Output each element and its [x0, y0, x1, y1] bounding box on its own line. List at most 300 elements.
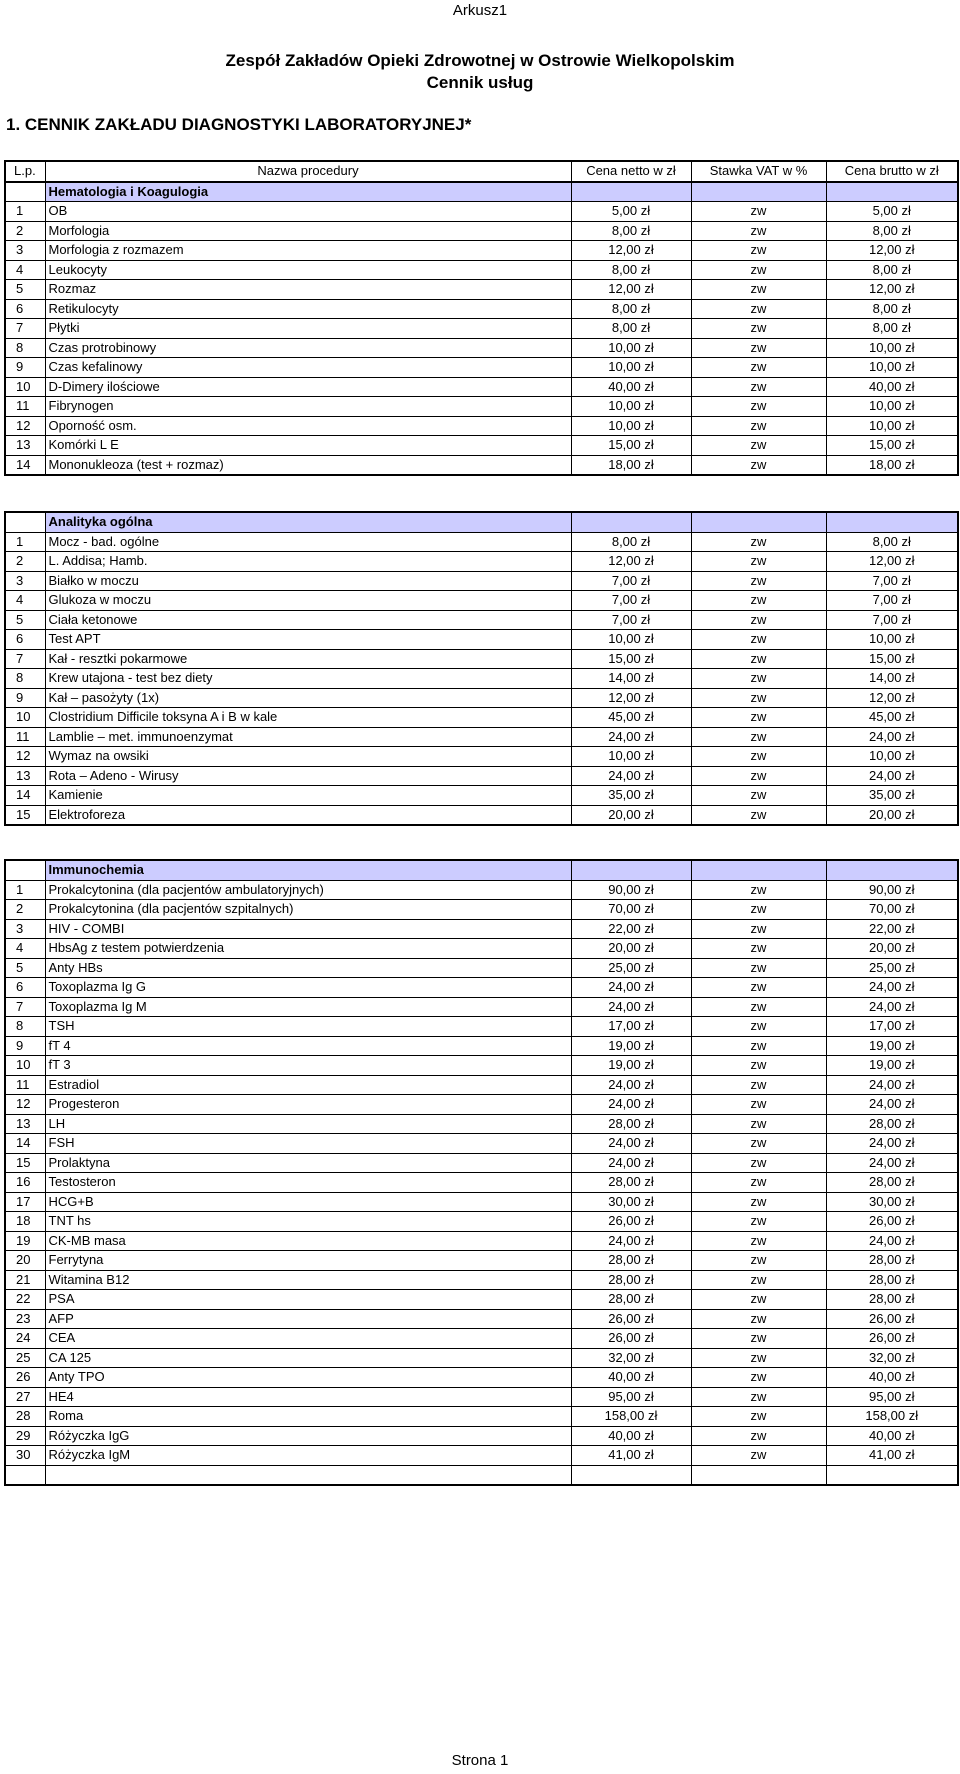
document-title: Zespół Zakładów Opieki Zdrowotnej w Ostrowie Wielkopolskim — [225, 51, 735, 70]
procedure-name: Ferrytyna — [45, 1251, 571, 1271]
procedure-name: Krew utajona - test bez diety — [45, 669, 571, 689]
gross-price: 7,00 zł — [826, 571, 958, 591]
net-price: 24,00 zł — [571, 727, 691, 747]
row-number: 12 — [5, 1095, 45, 1115]
category-net-cell — [571, 182, 691, 202]
procedure-name: HE4 — [45, 1387, 571, 1407]
row-number: 4 — [5, 591, 45, 611]
table-row — [5, 221, 958, 241]
gross-price: 24,00 zł — [826, 1075, 958, 1095]
row-number: 4 — [5, 260, 45, 280]
net-price: 41,00 zł — [571, 1446, 691, 1466]
category-name: Analityka ogólna — [45, 512, 571, 532]
net-price: 15,00 zł — [571, 436, 691, 456]
net-price: 10,00 zł — [571, 358, 691, 378]
net-price: 35,00 zł — [571, 786, 691, 806]
vat-rate: zw — [691, 1290, 826, 1310]
net-price: 28,00 zł — [571, 1270, 691, 1290]
row-number: 2 — [5, 900, 45, 920]
row-number: 24 — [5, 1329, 45, 1349]
table-row — [5, 1056, 958, 1076]
empty-cell — [5, 1465, 45, 1485]
row-number: 28 — [5, 1407, 45, 1427]
procedure-name: fT 3 — [45, 1056, 571, 1076]
procedure-name: Test APT — [45, 630, 571, 650]
category-lp-cell — [5, 182, 45, 202]
table-row — [5, 299, 958, 319]
net-price: 20,00 zł — [571, 939, 691, 959]
net-price: 19,00 zł — [571, 1056, 691, 1076]
table-row — [5, 900, 958, 920]
net-price: 12,00 zł — [571, 688, 691, 708]
row-number: 10 — [5, 1056, 45, 1076]
vat-rate: zw — [691, 591, 826, 611]
gross-price: 22,00 zł — [826, 919, 958, 939]
procedure-name: TSH — [45, 1017, 571, 1037]
procedure-name: Morfologia z rozmazem — [45, 241, 571, 261]
table-row — [5, 610, 958, 630]
table-row — [5, 978, 958, 998]
row-number: 27 — [5, 1387, 45, 1407]
net-price: 28,00 zł — [571, 1173, 691, 1193]
gross-price: 24,00 zł — [826, 978, 958, 998]
vat-rate: zw — [691, 997, 826, 1017]
procedure-name: Retikulocyty — [45, 299, 571, 319]
row-number: 8 — [5, 1017, 45, 1037]
net-price: 158,00 zł — [571, 1407, 691, 1427]
net-price: 8,00 zł — [571, 260, 691, 280]
procedure-name: Rota – Adeno - Wirusy — [45, 766, 571, 786]
net-price: 12,00 zł — [571, 241, 691, 261]
vat-rate: zw — [691, 377, 826, 397]
vat-rate: zw — [691, 900, 826, 920]
empty-cell — [691, 1465, 826, 1485]
row-number: 1 — [5, 532, 45, 552]
net-price: 90,00 zł — [571, 880, 691, 900]
net-price: 14,00 zł — [571, 669, 691, 689]
vat-rate: zw — [691, 241, 826, 261]
net-price: 8,00 zł — [571, 221, 691, 241]
net-price: 40,00 zł — [571, 377, 691, 397]
procedure-name: Płytki — [45, 319, 571, 339]
table-row — [5, 416, 958, 436]
net-price: 32,00 zł — [571, 1348, 691, 1368]
row-number: 6 — [5, 978, 45, 998]
header-net: Cena netto w zł — [571, 161, 691, 182]
gross-price: 15,00 zł — [826, 436, 958, 456]
vat-rate: zw — [691, 1192, 826, 1212]
vat-rate: zw — [691, 1251, 826, 1271]
category-name: Hematologia i Koagulogia — [45, 182, 571, 202]
vat-rate: zw — [691, 1387, 826, 1407]
gross-price: 95,00 zł — [826, 1387, 958, 1407]
table-row — [5, 1114, 958, 1134]
procedure-name: FSH — [45, 1134, 571, 1154]
table-row — [5, 997, 958, 1017]
vat-rate: zw — [691, 455, 826, 475]
table-row — [5, 455, 958, 475]
procedure-name: Czas protrobinowy — [45, 338, 571, 358]
document-subtitle: Cennik usług — [426, 73, 534, 92]
table-row — [5, 1446, 958, 1466]
vat-rate: zw — [691, 1134, 826, 1154]
vat-rate: zw — [691, 805, 826, 825]
row-number: 2 — [5, 552, 45, 572]
category-vat-cell — [691, 182, 826, 202]
table-row — [5, 1017, 958, 1037]
row-number: 5 — [5, 280, 45, 300]
procedure-name: Kał – pasożyty (1x) — [45, 688, 571, 708]
net-price: 7,00 zł — [571, 610, 691, 630]
gross-price: 32,00 zł — [826, 1348, 958, 1368]
gross-price: 90,00 zł — [826, 880, 958, 900]
procedure-name: Mocz - bad. ogólne — [45, 532, 571, 552]
net-price: 24,00 zł — [571, 1153, 691, 1173]
category-row — [5, 182, 958, 202]
procedure-name: LH — [45, 1114, 571, 1134]
table-row — [5, 397, 958, 417]
header-lp: L.p. — [5, 161, 45, 182]
gross-price: 24,00 zł — [826, 997, 958, 1017]
vat-rate: zw — [691, 610, 826, 630]
gross-price: 24,00 zł — [826, 1153, 958, 1173]
row-number: 20 — [5, 1251, 45, 1271]
vat-rate: zw — [691, 260, 826, 280]
table-row — [5, 1075, 958, 1095]
table-row — [5, 669, 958, 689]
gross-price: 20,00 zł — [826, 805, 958, 825]
procedure-name: Różyczka IgG — [45, 1426, 571, 1446]
net-price: 10,00 zł — [571, 630, 691, 650]
procedure-name: Białko w moczu — [45, 571, 571, 591]
procedure-name: Fibrynogen — [45, 397, 571, 417]
procedure-name: Kamienie — [45, 786, 571, 806]
row-number: 15 — [5, 805, 45, 825]
table-row — [5, 786, 958, 806]
net-price: 8,00 zł — [571, 319, 691, 339]
table-row — [5, 1407, 958, 1427]
vat-rate: zw — [691, 1426, 826, 1446]
procedure-name: TNT hs — [45, 1212, 571, 1232]
table-row — [5, 377, 958, 397]
table-row — [5, 727, 958, 747]
row-number: 3 — [5, 919, 45, 939]
row-number: 17 — [5, 1192, 45, 1212]
procedure-name: AFP — [45, 1309, 571, 1329]
row-number: 5 — [5, 610, 45, 630]
category-vat-cell — [691, 860, 826, 880]
row-number: 26 — [5, 1368, 45, 1388]
gross-price: 17,00 zł — [826, 1017, 958, 1037]
row-number: 13 — [5, 436, 45, 456]
procedure-name: Kał - resztki pokarmowe — [45, 649, 571, 669]
gross-price: 8,00 zł — [826, 260, 958, 280]
gross-price: 10,00 zł — [826, 338, 958, 358]
procedure-name: Prokalcytonina (dla pacjentów szpitalnych) — [45, 900, 571, 920]
procedure-name: HCG+B — [45, 1192, 571, 1212]
row-number: 9 — [5, 358, 45, 378]
net-price: 40,00 zł — [571, 1426, 691, 1446]
row-number: 16 — [5, 1173, 45, 1193]
vat-rate: zw — [691, 1309, 826, 1329]
table-row — [5, 708, 958, 728]
gross-price: 20,00 zł — [826, 939, 958, 959]
procedure-name: Mononukleoza (test + rozmaz) — [45, 455, 571, 475]
procedure-name: Glukoza w moczu — [45, 591, 571, 611]
row-number: 25 — [5, 1348, 45, 1368]
row-number: 7 — [5, 649, 45, 669]
table-row — [5, 591, 958, 611]
row-number: 2 — [5, 221, 45, 241]
net-price: 10,00 zł — [571, 397, 691, 417]
category-row — [5, 512, 958, 532]
net-price: 70,00 zł — [571, 900, 691, 920]
gross-price: 70,00 zł — [826, 900, 958, 920]
procedure-name: CEA — [45, 1329, 571, 1349]
vat-rate: zw — [691, 1368, 826, 1388]
gross-price: 24,00 zł — [826, 1134, 958, 1154]
table-row — [5, 280, 958, 300]
net-price: 12,00 zł — [571, 552, 691, 572]
procedure-name: Leukocyty — [45, 260, 571, 280]
header-gross: Cena brutto w zł — [826, 161, 958, 182]
gross-price: 45,00 zł — [826, 708, 958, 728]
vat-rate: zw — [691, 299, 826, 319]
table-row — [5, 1368, 958, 1388]
gross-price: 25,00 zł — [826, 958, 958, 978]
table-row — [5, 766, 958, 786]
net-price: 10,00 zł — [571, 338, 691, 358]
price-table-hematology — [4, 160, 959, 476]
net-price: 24,00 zł — [571, 1095, 691, 1115]
gross-price: 15,00 zł — [826, 649, 958, 669]
vat-rate: zw — [691, 1348, 826, 1368]
gross-price: 10,00 zł — [826, 747, 958, 767]
gross-price: 24,00 zł — [826, 766, 958, 786]
vat-rate: zw — [691, 978, 826, 998]
net-price: 24,00 zł — [571, 1075, 691, 1095]
gross-price: 10,00 zł — [826, 416, 958, 436]
row-number: 14 — [5, 455, 45, 475]
gross-price: 8,00 zł — [826, 319, 958, 339]
procedure-name: Prokalcytonina (dla pacjentów ambulatoryjnych) — [45, 880, 571, 900]
gross-price: 28,00 zł — [826, 1114, 958, 1134]
procedure-name: D-Dimery ilościowe — [45, 377, 571, 397]
table-row — [5, 1153, 958, 1173]
procedure-name: Progesteron — [45, 1095, 571, 1115]
table-row — [5, 1329, 958, 1349]
gross-price: 26,00 zł — [826, 1309, 958, 1329]
vat-rate: zw — [691, 727, 826, 747]
vat-rate: zw — [691, 280, 826, 300]
price-table-urinalysis — [4, 511, 959, 826]
table-row — [5, 1348, 958, 1368]
gross-price: 19,00 zł — [826, 1056, 958, 1076]
vat-rate: zw — [691, 221, 826, 241]
row-number: 3 — [5, 241, 45, 261]
procedure-name: Morfologia — [45, 221, 571, 241]
table-row — [5, 747, 958, 767]
net-price: 12,00 zł — [571, 280, 691, 300]
gross-price: 40,00 zł — [826, 1426, 958, 1446]
empty-cell — [45, 1465, 571, 1485]
net-price: 30,00 zł — [571, 1192, 691, 1212]
table-row — [5, 319, 958, 339]
net-price: 18,00 zł — [571, 455, 691, 475]
table-row — [5, 241, 958, 261]
procedure-name: Ciała ketonowe — [45, 610, 571, 630]
table-row — [5, 805, 958, 825]
net-price: 5,00 zł — [571, 202, 691, 222]
gross-price: 12,00 zł — [826, 280, 958, 300]
vat-rate: zw — [691, 1153, 826, 1173]
gross-price: 8,00 zł — [826, 299, 958, 319]
vat-rate: zw — [691, 552, 826, 572]
gross-price: 7,00 zł — [826, 591, 958, 611]
gross-price: 10,00 zł — [826, 630, 958, 650]
net-price: 28,00 zł — [571, 1251, 691, 1271]
gross-price: 40,00 zł — [826, 1368, 958, 1388]
gross-price: 24,00 zł — [826, 727, 958, 747]
row-number: 3 — [5, 571, 45, 591]
vat-rate: zw — [691, 532, 826, 552]
procedure-name: CA 125 — [45, 1348, 571, 1368]
table-row — [5, 630, 958, 650]
empty-row — [5, 1465, 958, 1485]
procedure-name: Toxoplazma Ig M — [45, 997, 571, 1017]
row-number: 11 — [5, 1075, 45, 1095]
net-price: 24,00 zł — [571, 978, 691, 998]
row-number: 10 — [5, 708, 45, 728]
net-price: 7,00 zł — [571, 571, 691, 591]
vat-rate: zw — [691, 1075, 826, 1095]
table-row — [5, 919, 958, 939]
table-row — [5, 880, 958, 900]
vat-rate: zw — [691, 1270, 826, 1290]
section-heading: 1. CENNIK ZAKŁADU DIAGNOSTYKI LABORATORYJNEJ* — [6, 115, 472, 134]
gross-price: 18,00 zł — [826, 455, 958, 475]
vat-rate: zw — [691, 1056, 826, 1076]
table-row — [5, 358, 958, 378]
procedure-name: Estradiol — [45, 1075, 571, 1095]
procedure-name: Wymaz na owsiki — [45, 747, 571, 767]
table-row — [5, 939, 958, 959]
vat-rate: zw — [691, 1095, 826, 1115]
category-vat-cell — [691, 512, 826, 532]
row-number: 9 — [5, 1036, 45, 1056]
net-price: 28,00 zł — [571, 1290, 691, 1310]
table-row — [5, 958, 958, 978]
procedure-name: CK-MB masa — [45, 1231, 571, 1251]
empty-cell — [571, 1465, 691, 1485]
table-row — [5, 1036, 958, 1056]
row-number: 12 — [5, 747, 45, 767]
net-price: 10,00 zł — [571, 747, 691, 767]
vat-rate: zw — [691, 319, 826, 339]
procedure-name: Różyczka IgM — [45, 1446, 571, 1466]
vat-rate: zw — [691, 766, 826, 786]
net-price: 26,00 zł — [571, 1212, 691, 1232]
row-number: 30 — [5, 1446, 45, 1466]
procedure-name: Toxoplazma Ig G — [45, 978, 571, 998]
gross-price: 28,00 zł — [826, 1270, 958, 1290]
vat-rate: zw — [691, 358, 826, 378]
row-number: 13 — [5, 766, 45, 786]
row-number: 29 — [5, 1426, 45, 1446]
row-number: 5 — [5, 958, 45, 978]
gross-price: 24,00 zł — [826, 1231, 958, 1251]
category-net-cell — [571, 860, 691, 880]
gross-price: 26,00 zł — [826, 1329, 958, 1349]
gross-price: 12,00 zł — [826, 688, 958, 708]
net-price: 20,00 zł — [571, 805, 691, 825]
vat-rate: zw — [691, 880, 826, 900]
row-number: 18 — [5, 1212, 45, 1232]
vat-rate: zw — [691, 1036, 826, 1056]
gross-price: 8,00 zł — [826, 532, 958, 552]
table-row — [5, 1192, 958, 1212]
table-row — [5, 260, 958, 280]
net-price: 24,00 zł — [571, 1134, 691, 1154]
table-row — [5, 1309, 958, 1329]
vat-rate: zw — [691, 939, 826, 959]
vat-rate: zw — [691, 747, 826, 767]
net-price: 24,00 zł — [571, 997, 691, 1017]
procedure-name: PSA — [45, 1290, 571, 1310]
row-number: 8 — [5, 338, 45, 358]
sheet-name: Arkusz1 — [452, 2, 508, 19]
row-number: 22 — [5, 1290, 45, 1310]
row-number: 11 — [5, 397, 45, 417]
row-number: 7 — [5, 319, 45, 339]
net-price: 15,00 zł — [571, 649, 691, 669]
row-number: 13 — [5, 1114, 45, 1134]
gross-price: 12,00 zł — [826, 552, 958, 572]
procedure-name: Oporność osm. — [45, 416, 571, 436]
procedure-name: Prolaktyna — [45, 1153, 571, 1173]
vat-rate: zw — [691, 919, 826, 939]
price-table-immunochemistry — [4, 859, 959, 1486]
net-price: 95,00 zł — [571, 1387, 691, 1407]
vat-rate: zw — [691, 1329, 826, 1349]
vat-rate: zw — [691, 1212, 826, 1232]
procedure-name: Komórki L E — [45, 436, 571, 456]
vat-rate: zw — [691, 1017, 826, 1037]
net-price: 40,00 zł — [571, 1368, 691, 1388]
row-number: 6 — [5, 630, 45, 650]
row-number: 23 — [5, 1309, 45, 1329]
gross-price: 158,00 zł — [826, 1407, 958, 1427]
vat-rate: zw — [691, 630, 826, 650]
table-row — [5, 571, 958, 591]
net-price: 26,00 zł — [571, 1309, 691, 1329]
table-row — [5, 688, 958, 708]
row-number: 1 — [5, 880, 45, 900]
net-price: 8,00 zł — [571, 532, 691, 552]
net-price: 25,00 zł — [571, 958, 691, 978]
row-number: 15 — [5, 1153, 45, 1173]
table-row — [5, 649, 958, 669]
procedure-name: Anty TPO — [45, 1368, 571, 1388]
row-number: 8 — [5, 669, 45, 689]
category-name: Immunochemia — [45, 860, 571, 880]
gross-price: 5,00 zł — [826, 202, 958, 222]
procedure-name: Testosteron — [45, 1173, 571, 1193]
procedure-name: Czas kefalinowy — [45, 358, 571, 378]
net-price: 17,00 zł — [571, 1017, 691, 1037]
gross-price: 14,00 zł — [826, 669, 958, 689]
gross-price: 28,00 zł — [826, 1290, 958, 1310]
